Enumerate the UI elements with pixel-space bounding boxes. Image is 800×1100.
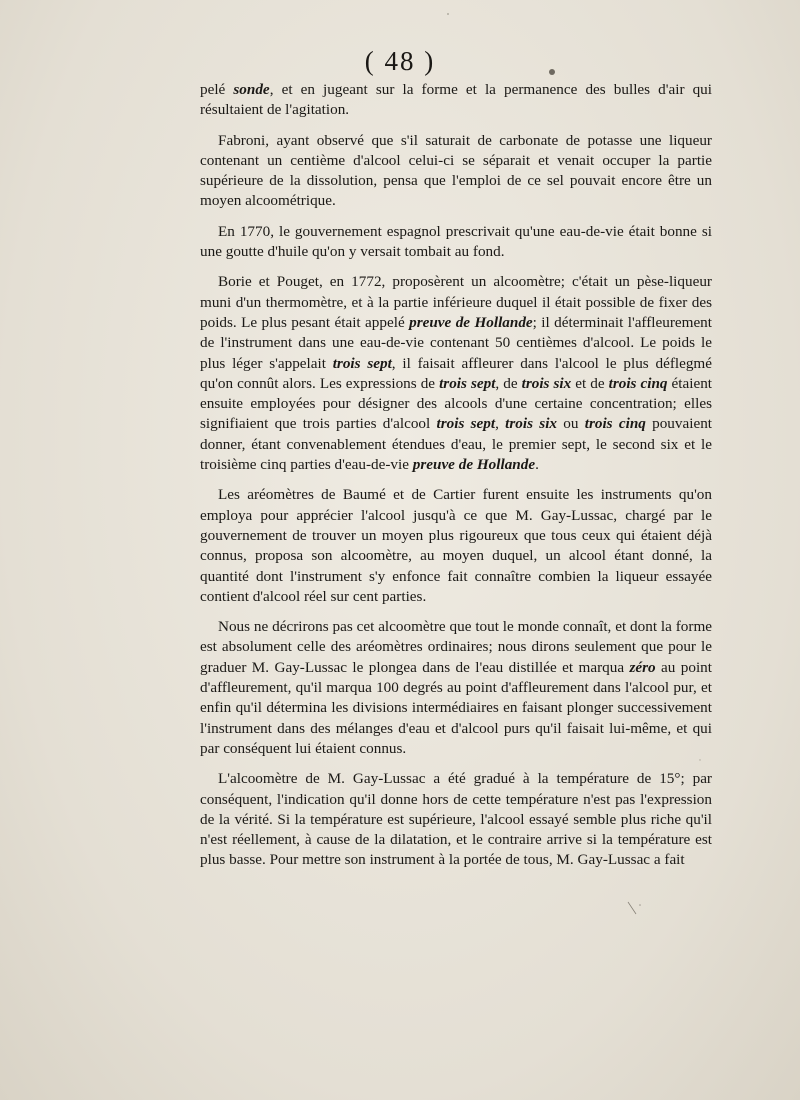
paragraph-3-italic-r: preuve de Hollande xyxy=(412,456,536,474)
paragraph-3-text-c: ; il déterminait l'affleurement de l'instrument dans une eau-de-vie contenant 50 centièmes d'alcool. Le poids le plus léger s'appelait xyxy=(200,313,712,372)
paragraph-3-text-s: . xyxy=(535,456,539,474)
paragraph-0-text-c: , et en jugeant sur la forme et la permanence des bulles d'air qui résultaient de l'agitation. xyxy=(200,81,712,119)
page-text xyxy=(200,80,712,881)
paragraph-3 xyxy=(200,272,712,475)
paragraph-5-italic-zero: zéro xyxy=(629,658,656,676)
paragraph-3-text-g: , de xyxy=(495,374,522,392)
paragraph-3-italic-d: trois sept xyxy=(332,354,392,372)
paragraph-3-italic-l: trois sept xyxy=(436,415,496,433)
paragraph-3-text-a: Borie et Pouget, en 1772, proposèrent un alcoomètre; c'était un pèse-liqueur muni d'un thermomètre, et à la partie inférieure duquel il était possible de fixer des poids. Le plus pesant était appelé xyxy=(200,273,712,331)
paragraph-6: L'alcoomètre de M. Gay-Lussac a été gradué à la température de 15°; par conséquent, l'indication qu'il donne hors de cette température n'est pas l'expression de la vérité. Si la température est supérieure, l'alcool essayé semble plus riche qu'il n'est réellement, à cause de la dilatation, et le contraire arrive si la température est plus basse. Pour mettre son instrument à la portée de tous, M. Gay-Lussac a fait xyxy=(200,770,712,869)
paragraph-3-italic-b: preuve de Hollande xyxy=(409,313,533,331)
paragraph-4: Les aréomètres de Baumé et de Cartier furent ensuite les instruments qu'on employa pour apprécier l'alcool jusqu'à ce que M. Gay-Lussac, chargé par le gouvernement de trouver un moyen plus rigoureux que tous ceux qui étaient déjà connus, proposa son alcoomètre, au moyen duquel, un alcool étant donné, la quantité dont l'instrument s'y enfonce fait connaître combien la liqueur essayée contient d'alcool réel sur cent parties. xyxy=(200,486,712,605)
paragraph-3-text-i: et de xyxy=(571,374,609,392)
paragraph-3-text-q: pouvaient donner, étant convenablement étendues d'eau, le premier sept, le second six et le troisième cinq parties d'eau-de-vie xyxy=(200,415,713,474)
paragraph-3-text-k: étaient ensuite employées pour désigner des alcools d'une certaine concentration; elles signifiaient que trois parties d'alcool xyxy=(200,374,713,433)
paragraph-5-text-a: Nous ne décrirons pas cet alcoomètre que tout le monde connaît, et dont la forme est absolument celle des aréomètres ordinaires; nous dirons seulement que pour le graduer M. Gay-Lussac le plongea dans de l'eau distillée et marqua xyxy=(200,618,712,676)
paragraph-3-italic-p: trois cinq xyxy=(584,415,646,433)
paragraph-3-italic-j: trois cinq xyxy=(608,374,668,392)
paragraph-0 xyxy=(200,80,712,121)
paragraph-5-text-c: au point d'affleurement, qu'il marqua 100 degrés au point d'affleurement dans l'alcool pur, et enfin qu'il détermina les divisions intermédiaires en faisant plonger successivement l'instrument dans des mélanges d'eau et d'alcool purs qu'il faisait lui-même, et qui par conséquent lui étaient connus. xyxy=(200,658,712,757)
paragraph-1: Fabroni, ayant observé que s'il saturait de carbonate de potasse une liqueur contenant un centième d'alcool celui-ci se séparait et venait occuper la partie supérieure de la dissolution, pensa que l'emploi de ce sel pouvait encore être un moyen alcoométrique. xyxy=(200,131,712,210)
paragraph-2: En 1770, le gouvernement espagnol prescrivait qu'une eau-de-vie était bonne si une goutte d'huile qu'on y versait tombait au fond. xyxy=(200,222,712,261)
paragraph-3-italic-n: trois six xyxy=(505,415,558,433)
paragraph-0-text-a: pelé xyxy=(200,81,234,98)
paragraph-3-italic-f: trois sept xyxy=(439,374,496,392)
paragraph-3-text-e: , il faisait affleurer dans l'alcool le plus déflegmé qu'on connût alors. Les expressions de xyxy=(200,354,712,392)
paragraph-0-italic-sonde: sonde xyxy=(233,81,270,98)
paragraph-3-italic-h: trois six xyxy=(521,374,572,392)
paragraph-3-text-m: , xyxy=(495,415,506,433)
page-number: ( 48 ) xyxy=(364,46,436,76)
paragraph-5 xyxy=(200,617,712,759)
paragraph-3-text-o: ou xyxy=(557,415,585,433)
